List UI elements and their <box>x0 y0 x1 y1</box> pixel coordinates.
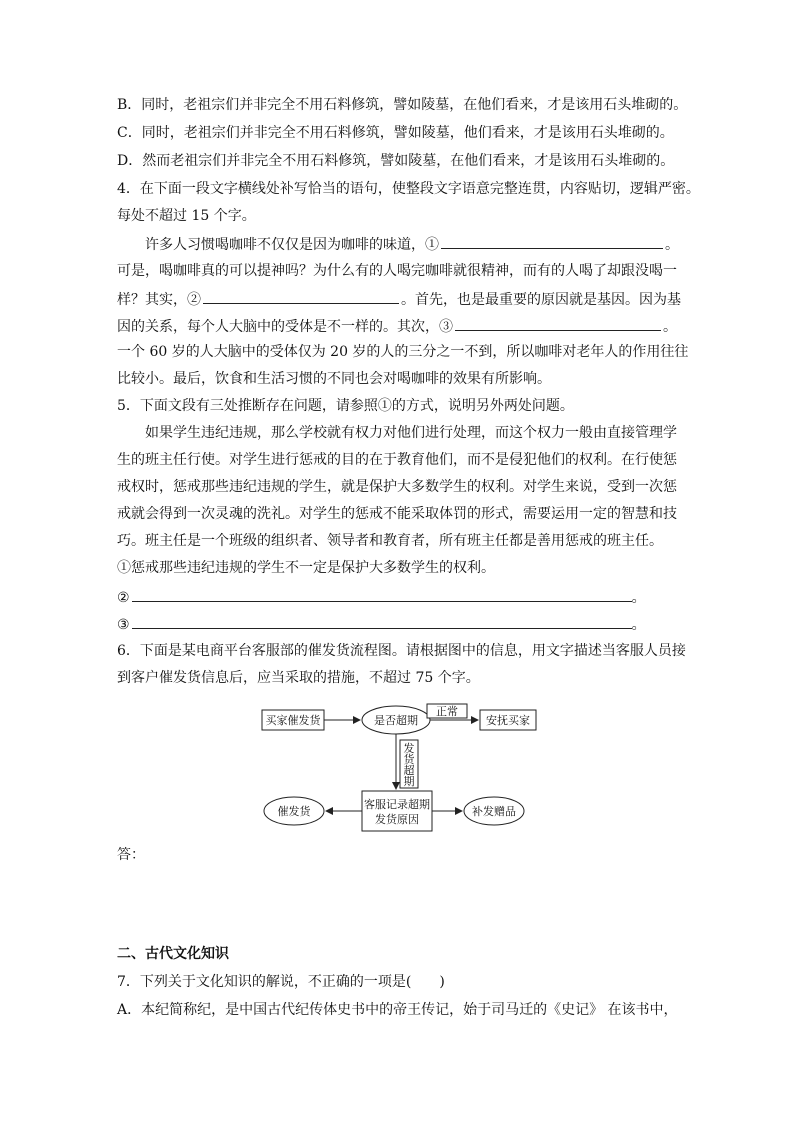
section-heading: 二、古代文化知识 <box>117 946 229 962</box>
q4-text: 许多人习惯喝咖啡不仅仅是因为咖啡的味道，① <box>145 237 439 253</box>
answer-blank-q5-3[interactable] <box>132 614 632 629</box>
start-label: 买家催发货 <box>265 714 321 727</box>
option-c: C．同时，老祖宗们并非完全不用石料修筑，譬如陵墓，他们看来，才是该用石头堆砌的。 <box>117 125 674 141</box>
answer-blank-1[interactable] <box>441 234 663 249</box>
q5-para-line-5: 巧。班主任是一个班级的组织者、领导者和教育者，所有班主任都是善用惩戒的班主任。 <box>117 533 663 549</box>
q5-example: ①惩戒那些违纪违规的学生不一定是保护大多数学生的权利。 <box>117 560 495 576</box>
option-d: D．然而老祖宗们并非完全不用石料修筑，譬如陵墓，在他们看来，才是该用石头堆砌的。 <box>117 153 675 169</box>
option-b: B．同时，老祖宗们并非完全不用石料修筑，譬如陵墓，在他们看来，才是该用石头堆砌的。 <box>117 97 688 113</box>
record-label-2: 发货原因 <box>375 813 419 826</box>
overdue-char-3: 超 <box>403 764 415 777</box>
normal-result-label: 安抚买家 <box>486 714 530 727</box>
q4-para-line-4 <box>117 316 677 336</box>
q5-answer-2 <box>117 587 677 607</box>
q4-text: 样？其实，② <box>117 292 201 308</box>
q4-text: 。 <box>663 319 677 335</box>
q4-text: 。首先，也是最重要的原因就是基因。因为基 <box>401 292 681 308</box>
normal-label: 正常 <box>436 705 458 718</box>
overdue-char-1: 发 <box>403 742 415 755</box>
q5-para-line-1: 如果学生违纪违规，那么学校就有权力对他们进行处理，而这个权力一般由直接管理学 <box>145 425 677 441</box>
q5-para-line-3: 戒权时，惩戒那些违纪违规的学生，就是保护大多数学生的权利。对学生来说，受到一次惩 <box>117 479 677 495</box>
q4-para-line-5: 一个 60 岁的人大脑中的受体仅为 20 岁的人的三分之一不到，所以咖啡对老年人的作用往往 <box>117 344 689 360</box>
q5-para-line-4: 戒就会得到一次灵魂的洗礼。对学生的惩戒不能采取体罚的形式，需要运用一定的智慧和技 <box>117 506 677 522</box>
q7-prompt: 7．下列关于文化知识的解说，不正确的一项是( ) <box>117 974 445 990</box>
flowchart <box>250 696 550 846</box>
q4-text: 因的关系，每个人大脑中的受体是不一样的。其次，③ <box>117 319 453 335</box>
overdue-char-4: 期 <box>403 775 415 788</box>
q4-para-line-1 <box>145 234 677 254</box>
answer-blank-q5-2[interactable] <box>132 587 632 602</box>
period: 。 <box>631 617 646 633</box>
period: 。 <box>631 590 646 606</box>
answer-number: ③ <box>117 617 130 633</box>
answer-blank-3[interactable] <box>455 316 661 331</box>
q5-para-line-2: 生的班主任行使。对学生进行惩戒的目的在于教育他们，而不是侵犯他们的权利。在行使惩 <box>117 452 677 468</box>
q4-para-line-2: 可是，喝咖啡真的可以提神吗？为什么有的人喝完咖啡就很精神，而有的人喝了却跟没喝一 <box>117 263 677 279</box>
q4-para-line-6: 比较小。最后，饮食和生活习惯的不同也会对喝咖啡的效果有所影响。 <box>117 371 551 387</box>
record-label-1: 客服记录超期 <box>364 798 430 811</box>
q6-prompt: 6．下面是某电商平台客服部的催发货流程图。请根据图中的信息，用文字描述当客服人员接 <box>117 643 686 659</box>
left-result-label: 催发货 <box>277 805 311 818</box>
q4-para-line-3 <box>117 289 681 309</box>
answer-blank-2[interactable] <box>203 289 399 304</box>
q5-answer-3 <box>117 614 677 634</box>
q5-prompt: 5．下面文段有三处推断存在问题，请参照①的方式，说明另外两处问题。 <box>117 398 574 414</box>
decision-label: 是否超期 <box>374 714 418 727</box>
right-result-label: 补发赠品 <box>472 805 516 818</box>
q4-prompt: 4．在下面一段文字横线处补写恰当的语句，使整段文字语意完整连贯，内容贴切，逻辑严密。 <box>117 181 700 197</box>
q4-text: 。 <box>665 237 679 253</box>
q7-option-a: A．本纪简称纪，是中国古代纪传体史书中的帝王传记，始于司马迁的《史记》 在该书中， <box>117 1002 678 1018</box>
answer-label: 答： <box>117 847 145 863</box>
answer-area[interactable] <box>140 846 677 926</box>
q4-prompt-2: 每处不超过 15 个字。 <box>117 208 256 224</box>
overdue-char-2: 货 <box>403 753 415 766</box>
answer-number: ② <box>117 590 130 606</box>
q6-prompt-2: 到客户催发货信息后，应当采取的措施，不超过 75 个字。 <box>117 670 480 686</box>
